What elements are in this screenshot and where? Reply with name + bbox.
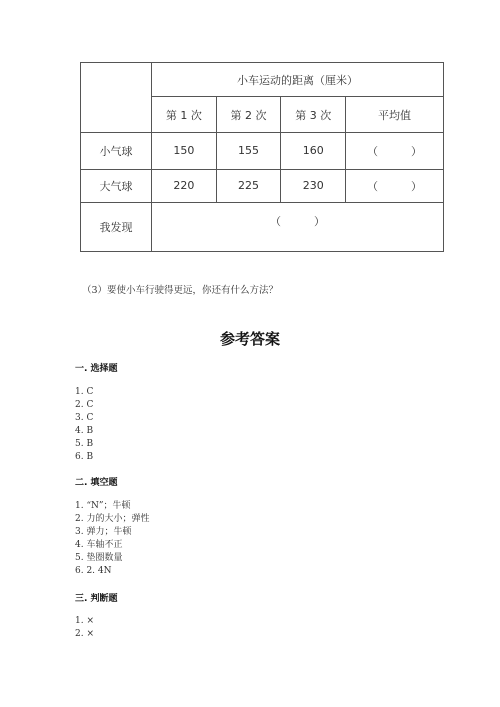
large-balloon-average-blank: （ ） (346, 169, 444, 202)
answer-item: 4. 车轴不正 (75, 540, 123, 550)
results-table (80, 62, 444, 252)
section-fill-title: 二. 填空题 (75, 478, 118, 488)
answer-item: 4. B (75, 426, 94, 436)
large-balloon-trial-1: 220 (152, 169, 217, 202)
answer-item: 1. C (75, 387, 94, 397)
section-choice-title: 一. 选择题 (75, 364, 118, 374)
trial-3-header: 第 3 次 (281, 97, 346, 133)
answer-item: 5. B (75, 439, 94, 449)
trial-1-header: 第 1 次 (152, 97, 217, 133)
small-balloon-trial-3: 160 (281, 133, 346, 169)
answer-item: 2. 力的大小；弹性 (75, 514, 150, 524)
small-balloon-average-blank: （ ） (346, 133, 444, 169)
corner-cell (81, 63, 152, 133)
answers-title: 参考答案 (219, 330, 280, 348)
small-balloon-trial-2: 155 (216, 133, 281, 169)
large-balloon-trial-2: 225 (216, 169, 281, 202)
large-balloon-label: 大气球 (81, 169, 152, 202)
answer-item: 5. 垫圈数量 (75, 553, 123, 563)
distance-header: 小车运动的距离（厘米） (152, 63, 444, 97)
finding-blank: （ ） (152, 202, 444, 251)
small-balloon-trial-1: 150 (152, 133, 217, 169)
answer-item: 6. 2. 4N (75, 566, 112, 576)
finding-label: 我发现 (81, 202, 152, 251)
question-3: （3）要使小车行驶得更远，你还有什么方法？ (82, 285, 279, 296)
answer-item: 3. 弹力；牛顿 (75, 527, 132, 537)
answer-item: 2. C (75, 400, 94, 410)
results-table-wrapper (80, 62, 444, 252)
small-balloon-label: 小气球 (81, 133, 152, 169)
average-header: 平均值 (346, 97, 444, 133)
section-judge-title: 三. 判断题 (75, 594, 118, 604)
trial-2-header: 第 2 次 (216, 97, 281, 133)
answer-item: 2. × (75, 629, 94, 639)
large-balloon-trial-3: 230 (281, 169, 346, 202)
answer-item: 1. × (75, 616, 94, 626)
answer-item: 1. “N”；牛顿 (75, 501, 131, 511)
answer-item: 3. C (75, 413, 94, 423)
answer-item: 6. B (75, 452, 94, 462)
